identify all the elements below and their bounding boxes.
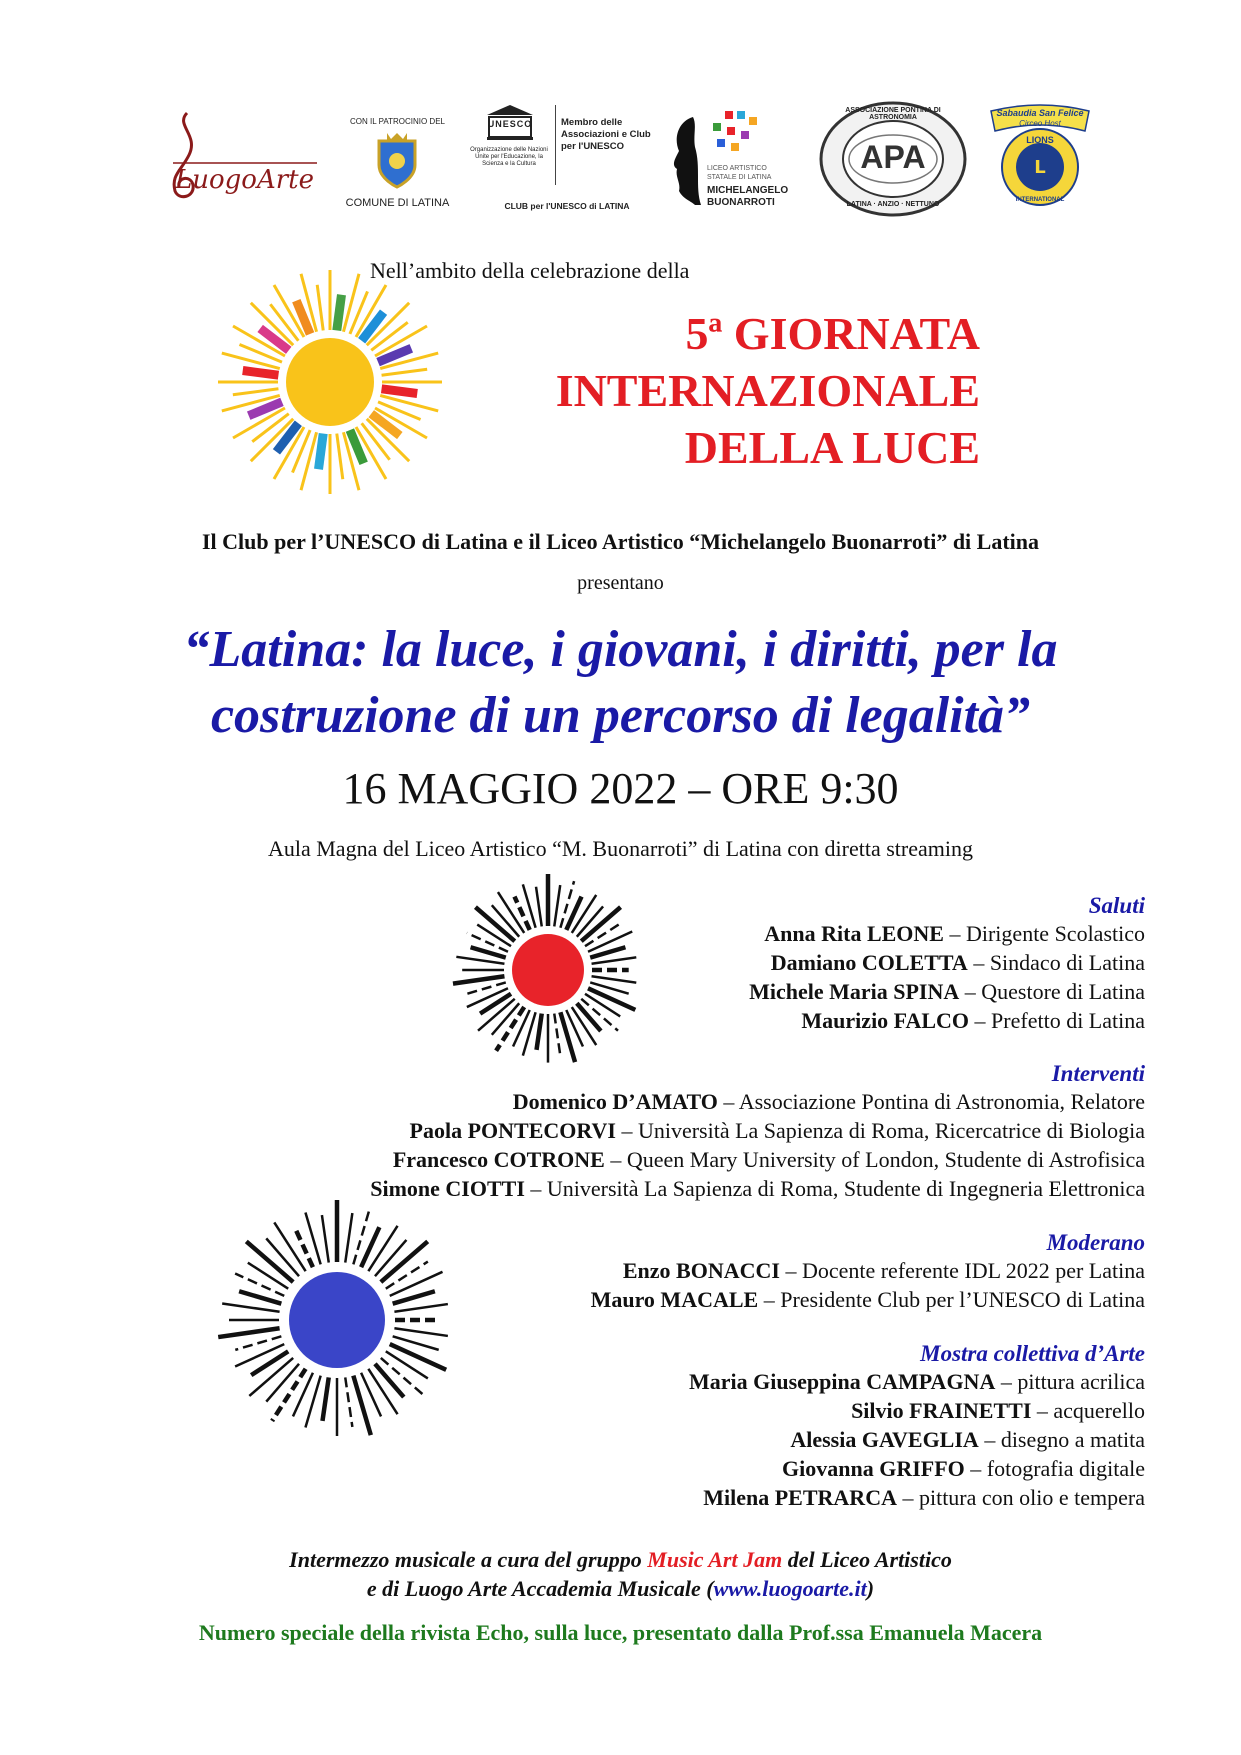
sun-ray xyxy=(218,1328,279,1337)
saluti-person-role: Prefetto di Latina xyxy=(991,1008,1145,1033)
saluti-person-role: Dirigente Scolastico xyxy=(965,921,1145,946)
sun-ray xyxy=(337,295,342,331)
event-title-line2: INTERNAZIONALE xyxy=(555,365,980,416)
saluti-person-name: Michele Maria SPINA xyxy=(749,979,960,1004)
mostra-person-name: Giovanna GRIFFO xyxy=(782,1456,965,1481)
sun-ray xyxy=(260,328,289,350)
music-line2-post: ) xyxy=(866,1576,875,1601)
mostra-person-role: disegno a matita xyxy=(1000,1427,1145,1452)
apa-center: APA xyxy=(860,139,926,175)
mostra-person-role: pittura con olio e tempera xyxy=(918,1485,1145,1510)
comune-top-text: CON IL PATROCINIO DEL xyxy=(350,117,445,126)
mostra-title: Mostra collettiva d’Arte xyxy=(920,1341,1145,1366)
sun-ray xyxy=(393,1291,435,1303)
mostra-person-role: pittura acrilica xyxy=(1017,1369,1145,1394)
mostra-person-name: Milena PETRARCA xyxy=(703,1485,897,1510)
interventi-section xyxy=(200,1061,1145,1203)
liceo-line2: STATALE DI LATINA xyxy=(707,174,772,181)
sun-ray xyxy=(322,1215,329,1263)
apa-ring-bottom: LATINA · ANZIO · NETTUNO xyxy=(846,201,940,208)
sun-ray xyxy=(554,885,560,926)
saluti-row xyxy=(600,977,1145,1006)
dash-separator: – xyxy=(967,950,990,975)
sun-ray xyxy=(222,1303,279,1311)
mostra-person-name: Maria Giuseppina CAMPAGNA xyxy=(688,1369,996,1394)
sun-ray xyxy=(305,1213,320,1265)
unesco-member-text: Membro delle Associazioni e Club per l'UNESCO xyxy=(561,117,651,152)
sun-ray xyxy=(577,1003,601,1031)
sun-ray xyxy=(382,389,418,394)
saluti-row xyxy=(600,919,1145,948)
interventi-person-role: Queen Mary University of London, Studente di Astrofisica xyxy=(626,1147,1145,1172)
event-title xyxy=(440,305,980,476)
saluti-person-name: Damiano COLETTA xyxy=(770,950,968,975)
moderano-person-name: Mauro MACALE xyxy=(590,1287,759,1312)
main-title-line1: “Latina: la luce, i giovani, i diritti, per la xyxy=(183,621,1058,678)
sun-ray xyxy=(248,1263,288,1289)
dash-separator: – xyxy=(615,1118,638,1143)
mostra-row xyxy=(550,1425,1145,1454)
dash-separator: – xyxy=(978,1427,1001,1452)
liceo-logo xyxy=(665,107,795,217)
dash-separator: – xyxy=(604,1147,627,1172)
event-title-line3: DELLA LUCE xyxy=(684,422,980,473)
venue-text: Aula Magna del Liceo Artistico “M. Buonarroti” di Latina con diretta streaming xyxy=(267,836,973,861)
unesco-org-text: Organizzazione delle Nazioni Unite per l'Educazione, la Scienza e la Cultura xyxy=(470,147,548,167)
comune-logo xyxy=(335,117,460,217)
interventi-person-role: Associazione Pontina di Astronomia, Relatore xyxy=(738,1089,1145,1114)
echo-note: Numero speciale della rivista Echo, sulla luce, presentato dalla Prof.ssa Emanuela Macera xyxy=(198,1620,1043,1645)
presentano-text: presentano xyxy=(577,572,664,594)
music-line1 xyxy=(0,1545,1241,1574)
sun-ray xyxy=(239,1291,281,1303)
event-title-line1: 5ª GIORNATA xyxy=(685,308,980,359)
music-post: del Liceo Artistico xyxy=(782,1547,952,1572)
sun-ray xyxy=(251,1351,288,1375)
sun-ray xyxy=(319,434,324,470)
interventi-person-role: Università La Sapienza di Roma, Ricercatrice di Biologia xyxy=(637,1118,1145,1143)
apa-ring-top: ASSOCIAZIONE PONTINA DI ASTRONOMIA xyxy=(845,107,941,121)
mostra-person-name: Alessia GAVEGLIA xyxy=(790,1427,979,1452)
rainbow-sun-icon xyxy=(200,262,460,502)
sun-ray xyxy=(536,887,542,927)
luogo-arte-text: LuogoArte xyxy=(175,165,315,195)
sun-ray xyxy=(386,1351,428,1378)
interventi-row xyxy=(200,1145,1145,1174)
lions-banner-top: Sabaudia San Felice xyxy=(996,108,1084,118)
saluti-person-role: Questore di Latina xyxy=(981,979,1145,1004)
interventi-row xyxy=(200,1087,1145,1116)
sun-ray xyxy=(361,1227,379,1267)
interventi-title: Interventi xyxy=(1051,1061,1145,1086)
event-date: 16 MAGGIO 2022 – ORE 9:30 xyxy=(342,764,899,813)
mostra-row xyxy=(550,1367,1145,1396)
lions-banner-bottom: Circeo Host xyxy=(1019,119,1061,128)
sun-ray xyxy=(560,1012,575,1062)
music-line2-pre: e di Luogo Arte Accademia Musicale ( xyxy=(366,1576,714,1601)
sun-ray xyxy=(362,312,384,341)
sun-ray xyxy=(317,285,323,331)
dash-separator: – xyxy=(943,921,966,946)
dash-separator: – xyxy=(964,1456,987,1481)
mostra-row xyxy=(550,1483,1145,1512)
saluti-row xyxy=(600,1006,1145,1035)
interventi-row xyxy=(200,1116,1145,1145)
dash-separator: – xyxy=(969,1008,992,1033)
interventi-list xyxy=(200,1087,1145,1203)
liceo-line1: LICEO ARTISTICO xyxy=(707,165,767,172)
sun-ray xyxy=(322,1377,328,1421)
moderano-section xyxy=(500,1230,1145,1314)
saluti-title: Saluti xyxy=(1088,893,1145,918)
moderano-row xyxy=(500,1285,1145,1314)
music-pre: Intermezzo musicale a cura del gruppo xyxy=(289,1547,648,1572)
lions-ribbon: INTERNATIONAL xyxy=(1015,197,1065,203)
coat-of-arms-icon xyxy=(375,131,419,189)
sun-ray xyxy=(343,274,359,332)
blue-sun-icon xyxy=(212,1195,462,1445)
sun-ray xyxy=(453,976,504,983)
mostra-section xyxy=(550,1341,1145,1512)
mostra-person-role: fotografia digitale xyxy=(986,1456,1145,1481)
dash-separator: – xyxy=(896,1485,919,1510)
sun-ray xyxy=(337,434,343,480)
liceo-line3: MICHELANGELO xyxy=(707,185,789,196)
dash-separator: – xyxy=(1031,1398,1054,1423)
sun-ray xyxy=(243,371,279,376)
unesco-club-text: CLUB per l'UNESCO di LATINA xyxy=(504,201,630,211)
interventi-person-role: Università La Sapienza di Roma, Studente di Ingegneria Elettronica xyxy=(546,1176,1145,1201)
sun-ray xyxy=(537,1014,542,1050)
sun-ray xyxy=(222,353,280,369)
organizers-text: Il Club per l’UNESCO di Latina e il Liceo Artistico “Michelangelo Buonarroti” di Latina xyxy=(201,529,1040,554)
saluti-list xyxy=(600,919,1145,1035)
sun-ray xyxy=(345,1377,352,1426)
saluti-person-name: Anna Rita LEONE xyxy=(764,921,944,946)
mostra-list xyxy=(550,1367,1145,1512)
mostra-person-role: acquerello xyxy=(1053,1398,1145,1423)
unesco-divider xyxy=(555,105,556,185)
mostra-row xyxy=(550,1396,1145,1425)
sun-ray xyxy=(368,1226,397,1271)
sun-disc xyxy=(512,934,584,1006)
sun-ray xyxy=(233,389,279,395)
intro-text: Nell’ambito della celebrazione della xyxy=(370,258,690,283)
sun-ray xyxy=(235,1344,284,1366)
unesco-logo xyxy=(465,103,660,218)
svg-text:L: L xyxy=(1034,157,1046,178)
sun-ray xyxy=(480,994,511,1014)
moderano-row xyxy=(500,1256,1145,1285)
sun-ray xyxy=(295,1227,313,1267)
music-group: Music Art Jam xyxy=(647,1547,783,1572)
moderano-title: Moderano xyxy=(1046,1230,1145,1255)
liceo-line4: BUONARROTI xyxy=(707,197,775,208)
lions-logo xyxy=(985,101,1095,216)
interventi-person-name: Domenico D’AMATO xyxy=(512,1089,718,1114)
sun-ray xyxy=(301,432,317,490)
luogoarte-link[interactable]: www.luogoarte.it xyxy=(713,1576,867,1601)
sun-ray xyxy=(566,897,581,930)
sun-ray xyxy=(390,1344,446,1370)
dash-separator: – xyxy=(758,1287,781,1312)
saluti-section xyxy=(600,893,1145,1035)
sun-disc xyxy=(286,338,374,426)
lions-center: LIONS xyxy=(1026,135,1054,145)
luogo-arte-logo xyxy=(165,105,325,205)
sun-ray xyxy=(375,1364,404,1397)
interventi-person-name: Paola PONTECORVI xyxy=(409,1118,616,1143)
sun-ray xyxy=(394,1328,447,1336)
logo-row xyxy=(0,95,1241,225)
sun-ray xyxy=(353,1376,370,1435)
interventi-person-name: Simone CIOTTI xyxy=(370,1176,525,1201)
main-title-line2: costruzione di un percorso di legalità” xyxy=(210,687,1031,744)
music-line2 xyxy=(0,1574,1241,1603)
dash-separator: – xyxy=(779,1258,802,1283)
dash-separator: – xyxy=(717,1089,739,1114)
dash-separator: – xyxy=(524,1176,547,1201)
moderano-list xyxy=(500,1256,1145,1314)
moderano-person-role: Docente referente IDL 2022 per Latina xyxy=(801,1258,1145,1283)
saluti-row xyxy=(600,948,1145,977)
mostra-row xyxy=(550,1454,1145,1483)
sun-ray xyxy=(380,395,438,411)
interventi-person-name: Francesco COTRONE xyxy=(392,1147,605,1172)
comune-bottom-text: COMUNE DI LATINA xyxy=(345,197,450,209)
saluti-person-role: Sindaco di Latina xyxy=(989,950,1145,975)
sun-ray xyxy=(456,957,504,964)
mostra-person-name: Silvio FRAINETTI xyxy=(851,1398,1032,1423)
moderano-person-name: Enzo BONACCI xyxy=(622,1258,780,1283)
sun-ray xyxy=(394,1304,447,1312)
sun-ray xyxy=(345,1213,352,1262)
dash-separator: – xyxy=(959,979,982,1004)
sun-ray xyxy=(371,414,400,436)
sun-ray xyxy=(554,1014,560,1055)
saluti-person-name: Maurizio FALCO xyxy=(801,1008,970,1033)
interventi-row xyxy=(200,1174,1145,1203)
music-note xyxy=(0,1545,1241,1603)
apa-logo xyxy=(818,99,968,219)
sun-ray xyxy=(382,369,428,375)
dash-separator: – xyxy=(995,1369,1018,1394)
sun-disc xyxy=(289,1272,385,1368)
unesco-word: UNESCO xyxy=(487,119,533,129)
sun-ray xyxy=(276,423,298,452)
moderano-person-role: Presidente Club per l’UNESCO di Latina xyxy=(780,1287,1145,1312)
main-title xyxy=(0,617,1241,749)
